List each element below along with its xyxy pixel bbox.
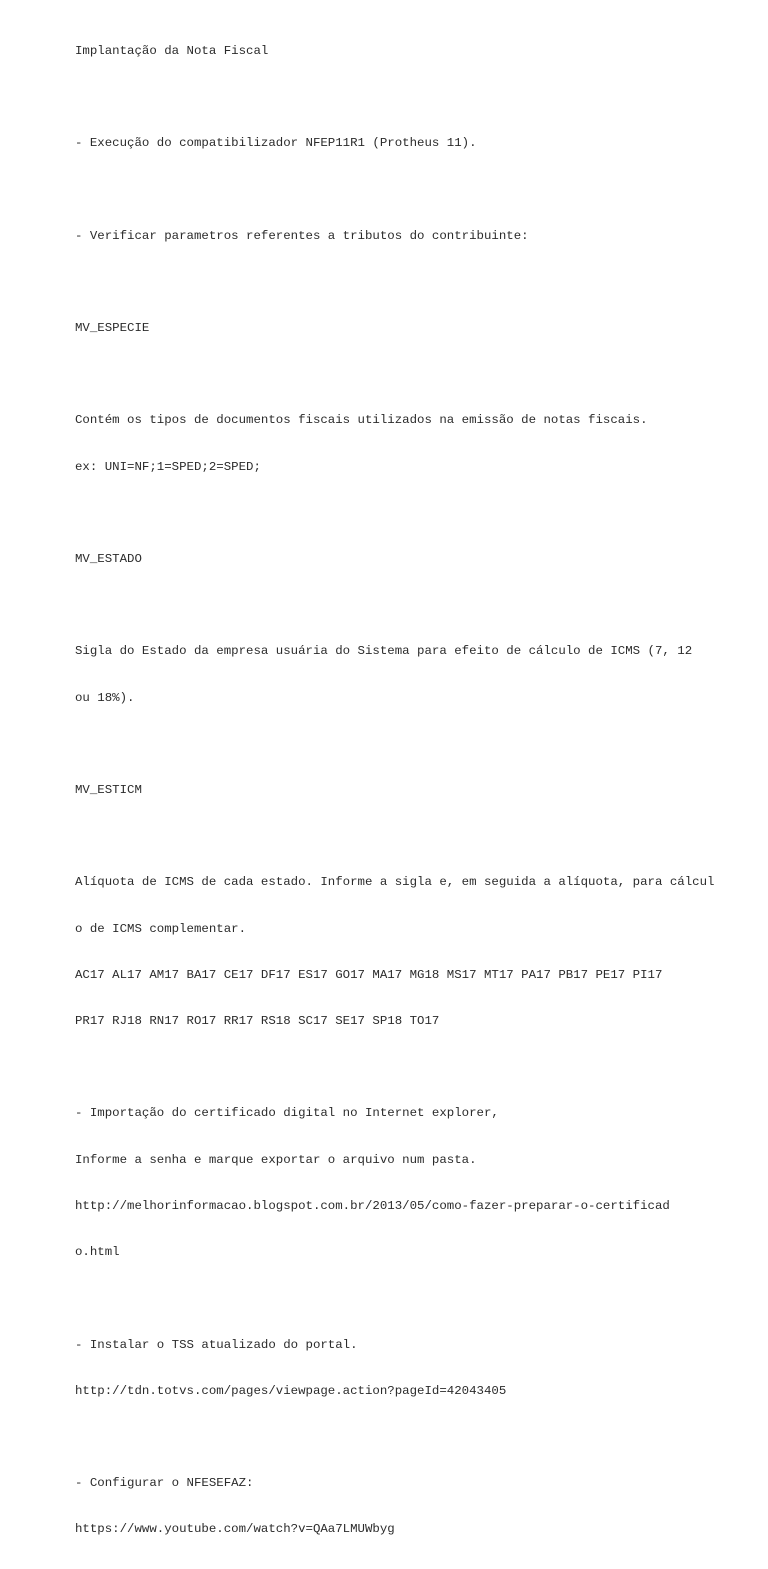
blank-line [75, 90, 755, 105]
param-mv-esticm-values: AC17 AL17 AM17 BA17 CE17 DF17 ES17 GO17 MA17 MG18 MS17 MT17 PA17 PB17 PE17 PI17 [75, 967, 663, 982]
param-mv-especie-desc: Contém os tipos de documentos fiscais utilizados na emissão de notas fiscais. [75, 413, 648, 428]
blank-line [75, 182, 755, 197]
param-mv-esticm-name: MV_ESTICM [75, 783, 142, 798]
blank-line [75, 829, 755, 844]
blank-line [75, 506, 755, 521]
step-nfesefaz-url: https://www.youtube.com/watch?v=QAa7LMUWbyg [75, 1522, 395, 1537]
step-compatibilizador: - Execução do compatibilizador NFEP11R1 (Protheus 11). [75, 136, 477, 151]
step-certificado: - Importação do certificado digital no Internet explorer, [75, 1106, 499, 1121]
param-mv-esticm-desc-cont: o de ICMS complementar. [75, 921, 247, 936]
step-certificado-url-cont: o.html [75, 1245, 120, 1260]
step-tss: - Instalar o TSS atualizado do portal. [75, 1337, 358, 1352]
blank-line [75, 1430, 755, 1445]
step-nfesefaz: - Configurar o NFESEFAZ: [75, 1476, 254, 1491]
step-verificar-parametros: - Verificar parametros referentes a tributos do contribuinte: [75, 228, 529, 243]
param-mv-estado-desc-cont: ou 18%). [75, 690, 135, 705]
param-mv-estado-desc: Sigla do Estado da empresa usuária do Sistema para efeito de cálculo de ICMS (7, 12 [75, 644, 693, 659]
document-title: Implantação da Nota Fiscal [75, 43, 269, 58]
step-certificado-url: http://melhorinformacao.blogspot.com.br/2013/05/como-fazer-preparar-o-certificad [75, 1198, 670, 1213]
blank-line [75, 598, 755, 613]
blank-line [75, 275, 755, 290]
param-mv-esticm-desc: Alíquota de ICMS de cada estado. Informe a sigla e, em seguida a alíquota, para cálcul [75, 875, 715, 890]
document-body [75, 13, 755, 1569]
param-mv-estado-name: MV_ESTADO [75, 552, 142, 567]
blank-line [75, 737, 755, 752]
blank-line [75, 1291, 755, 1306]
step-tss-url: http://tdn.totvs.com/pages/viewpage.action?pageId=42043405 [75, 1383, 507, 1398]
step-certificado-senha: Informe a senha e marque exportar o arquivo num pasta. [75, 1152, 477, 1167]
blank-line [75, 1060, 755, 1075]
blank-line [75, 367, 755, 382]
param-mv-especie-name: MV_ESPECIE [75, 321, 150, 336]
param-mv-esticm-values-cont: PR17 RJ18 RN17 RO17 RR17 RS18 SC17 SE17 SP18 TO17 [75, 1014, 440, 1029]
param-mv-especie-example: ex: UNI=NF;1=SPED;2=SPED; [75, 459, 261, 474]
